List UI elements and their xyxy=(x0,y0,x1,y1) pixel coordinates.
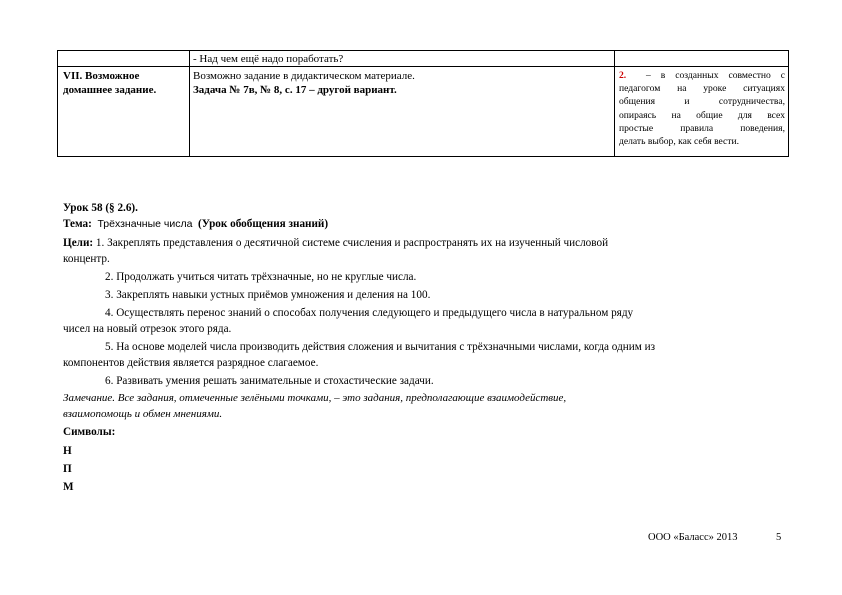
table-cell-stage-title xyxy=(63,69,185,97)
goal-4-line-2: чисел на новый отрезок этого ряда. xyxy=(63,323,232,335)
goals-label: Цели: xyxy=(63,237,94,249)
goal-5-line-1: 5. На основе моделей числа производить действия сложения и вычитания с трёхзначными числами, когда одним из xyxy=(105,341,656,353)
goal-1-line-1 xyxy=(63,236,608,251)
table-col-divider-1 xyxy=(189,50,190,157)
table-row-divider xyxy=(57,66,789,67)
topic-value: Трёхзначные числа xyxy=(97,218,193,230)
goal-5-line-2: компонентов действия является разрядное слагаемое. xyxy=(63,357,319,369)
footer-publisher: ООО «Баласс» 2013 xyxy=(648,532,738,543)
table-top-border xyxy=(57,50,789,51)
personal-result-number: 2. xyxy=(619,70,627,81)
homework-line-2: Задача № 7в, № 8, с. 17 – другой вариант. xyxy=(193,84,397,96)
goal-4-line-1: 4. Осуществлять перенос знаний о способах получения следующего и предыдущего числа в натуральном ряду xyxy=(105,307,634,319)
note-line-2: взаимопомощь и обмен мнениями. xyxy=(63,408,223,420)
personal-result-line-1-text: – в созданных совместно с xyxy=(646,70,786,81)
symbol-n: Н xyxy=(63,445,72,457)
table-cell-personal-result xyxy=(619,69,785,148)
goal-6: 6. Развивать умения решать занимательные и стохастические задачи. xyxy=(105,375,434,387)
goal-3: 3. Закреплять навыки устных приёмов умножения и деления на 100. xyxy=(105,289,431,301)
goal-1-text: 1. Закреплять представления о десятичной системе счисления и распространять их на изученный числовой xyxy=(95,237,609,249)
goal-1-line-2: концентр. xyxy=(63,253,110,265)
table-bottom-border xyxy=(57,156,789,157)
lesson-topic xyxy=(63,217,328,232)
topic-label: Тема: xyxy=(63,218,92,230)
table-cell-homework xyxy=(193,69,415,97)
stage-title-line-2: домашнее задание. xyxy=(63,84,157,96)
topic-note: (Урок обобщения знаний) xyxy=(198,218,329,230)
symbols-label: Символы: xyxy=(63,426,116,438)
goal-2: 2. Продолжать учиться читать трёхзначные, но не круглые числа. xyxy=(105,271,417,283)
table-cell-reflection-question: - Над чем ещё надо поработать? xyxy=(193,53,344,65)
personal-result-line-3: общения и сотрудничества, xyxy=(619,96,785,108)
symbol-p: П xyxy=(63,463,72,475)
homework-line-1: Возможно задание в дидактическом материале. xyxy=(193,70,415,82)
stage-title-line-1: VII. Возможное xyxy=(63,70,140,82)
personal-result-line-6: делать выбор, как себя вести. xyxy=(619,136,740,148)
table-left-border xyxy=(57,50,58,157)
personal-result-line-1 xyxy=(619,69,785,82)
footer-page-number: 5 xyxy=(776,532,782,543)
table-right-border xyxy=(788,50,789,157)
lesson-title: Урок 58 (§ 2.6). xyxy=(63,202,138,214)
personal-result-line-5: простые правила поведения, xyxy=(619,122,785,134)
symbol-m: М xyxy=(63,481,74,493)
personal-result-line-4: опираясь на общие для всех xyxy=(619,109,785,121)
personal-result-line-2: педагогом на уроке ситуациях xyxy=(619,83,785,95)
table-col-divider-2 xyxy=(614,50,615,157)
note-line-1: Замечание. Все задания, отмеченные зелёными точками, – это задания, предполагающие взаимодействие, xyxy=(63,392,567,404)
